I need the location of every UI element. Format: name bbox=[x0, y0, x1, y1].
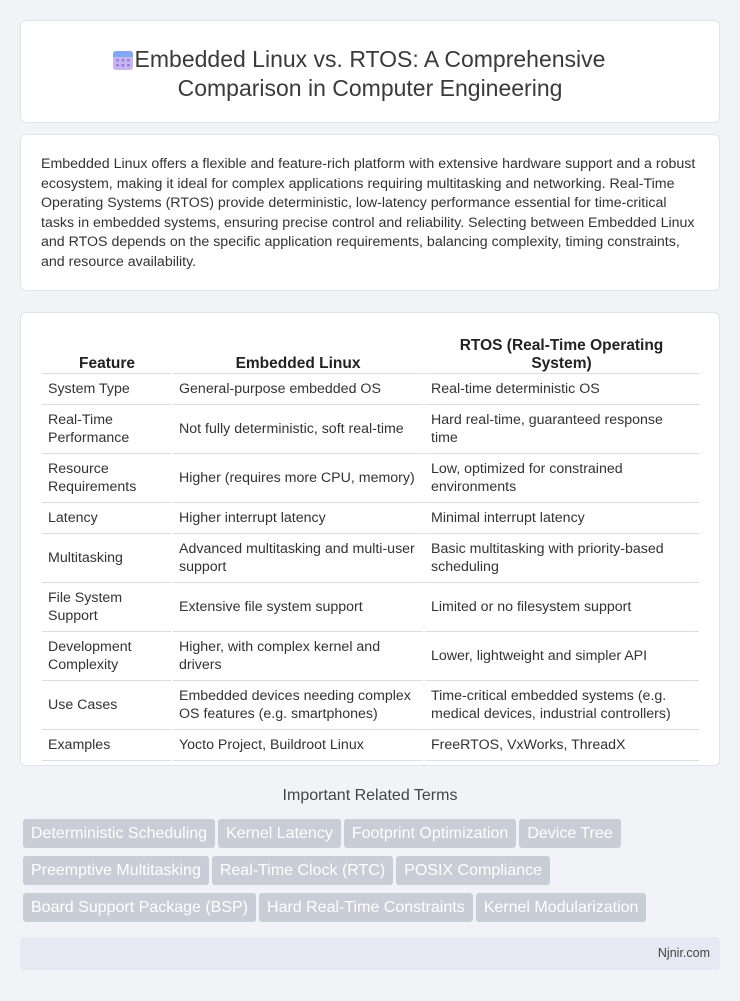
table-row bbox=[42, 681, 699, 730]
table-row bbox=[42, 374, 699, 405]
table-row bbox=[42, 583, 699, 632]
feature-cell: Latency bbox=[42, 503, 172, 534]
related-terms-title: Important Related Terms bbox=[282, 787, 458, 804]
rtos-cell: Low, optimized for constrained environments bbox=[424, 454, 699, 503]
linux-cell: Advanced multitasking and multi-user support bbox=[172, 534, 424, 583]
feature-cell: File System Support bbox=[42, 583, 172, 632]
header-rtos: RTOS (Real-Time Operating System) bbox=[424, 333, 699, 374]
rtos-cell: Minimal interrupt latency bbox=[424, 503, 699, 534]
table-row bbox=[42, 454, 699, 503]
table-row bbox=[42, 730, 699, 761]
tag-board-support-package[interactable]: Board Support Package (BSP) bbox=[23, 893, 256, 922]
table-row bbox=[42, 405, 699, 454]
page-title-line-1: Embedded Linux vs. RTOS: A Comprehensive bbox=[134, 46, 606, 72]
comparison-table bbox=[42, 333, 699, 761]
feature-cell: Real-Time Performance bbox=[42, 405, 172, 454]
rtos-cell: Hard real-time, guaranteed response time bbox=[424, 405, 699, 454]
feature-cell: Use Cases bbox=[42, 681, 172, 730]
feature-cell: Development Complexity bbox=[42, 632, 172, 681]
feature-cell: System Type bbox=[42, 374, 172, 405]
tag-row bbox=[23, 856, 723, 893]
table-row bbox=[42, 503, 699, 534]
footer-site-name[interactable]: Njnir.com bbox=[657, 946, 710, 960]
header-embedded-linux: Embedded Linux bbox=[172, 333, 424, 374]
feature-cell: Examples bbox=[42, 730, 172, 761]
tag-real-time-clock[interactable]: Real-Time Clock (RTC) bbox=[212, 856, 393, 885]
table-row bbox=[42, 632, 699, 681]
linux-cell: Higher interrupt latency bbox=[172, 503, 424, 534]
rtos-cell: Time-critical embedded systems (e.g. medical devices, industrial controllers) bbox=[424, 681, 699, 730]
linux-cell: Extensive file system support bbox=[172, 583, 424, 632]
footer bbox=[20, 937, 720, 970]
tag-posix-compliance[interactable]: POSIX Compliance bbox=[396, 856, 550, 885]
tag-preemptive-multitasking[interactable]: Preemptive Multitasking bbox=[23, 856, 209, 885]
rtos-cell: Limited or no filesystem support bbox=[424, 583, 699, 632]
tag-hard-real-time-constraints[interactable]: Hard Real-Time Constraints bbox=[259, 893, 473, 922]
feature-cell: Multitasking bbox=[42, 534, 172, 583]
rtos-cell: Basic multitasking with priority-based scheduling bbox=[424, 534, 699, 583]
tag-row bbox=[23, 819, 723, 856]
tag-kernel-latency[interactable]: Kernel Latency bbox=[218, 819, 341, 848]
rtos-cell: Lower, lightweight and simpler API bbox=[424, 632, 699, 681]
tag-device-tree[interactable]: Device Tree bbox=[519, 819, 620, 848]
feature-cell: Resource Requirements bbox=[42, 454, 172, 503]
tag-deterministic-scheduling[interactable]: Deterministic Scheduling bbox=[23, 819, 215, 848]
linux-cell: Not fully deterministic, soft real-time bbox=[172, 405, 424, 454]
page-title-line-2: Comparison in Computer Engineering bbox=[177, 75, 563, 101]
title-card bbox=[20, 20, 720, 123]
intro-card bbox=[20, 134, 720, 291]
table-header-row bbox=[42, 333, 699, 374]
related-terms-list bbox=[23, 819, 723, 930]
linux-cell: Yocto Project, Buildroot Linux bbox=[172, 730, 424, 761]
header-feature: Feature bbox=[42, 333, 172, 374]
linux-cell: Embedded devices needing complex OS features (e.g. smartphones) bbox=[172, 681, 424, 730]
table-row bbox=[42, 534, 699, 583]
comparison-card bbox=[20, 312, 720, 766]
tag-kernel-modularization[interactable]: Kernel Modularization bbox=[476, 893, 647, 922]
tag-row bbox=[23, 893, 723, 930]
rtos-cell: Real-time deterministic OS bbox=[424, 374, 699, 405]
linux-cell: Higher (requires more CPU, memory) bbox=[172, 454, 424, 503]
rtos-cell: FreeRTOS, VxWorks, ThreadX bbox=[424, 730, 699, 761]
intro-paragraph: Embedded Linux offers a flexible and feature-rich platform with extensive hardware support and a robust ecosystem, making it ideal for complex applications requiring multitasking and networking. Real-Time Operating Systems (RTOS) provide deterministic, low-latency performance essential for time-critical tasks in embedded systems, ensuring precise control and reliability. Selecting between Embedded Linux and RTOS depends on the specific application requirements, balancing complexity, timing constraints, and resource availability. bbox=[41, 156, 696, 270]
linux-cell: General-purpose embedded OS bbox=[172, 374, 424, 405]
linux-cell: Higher, with complex kernel and drivers bbox=[172, 632, 424, 681]
tag-footprint-optimization[interactable]: Footprint Optimization bbox=[344, 819, 517, 848]
